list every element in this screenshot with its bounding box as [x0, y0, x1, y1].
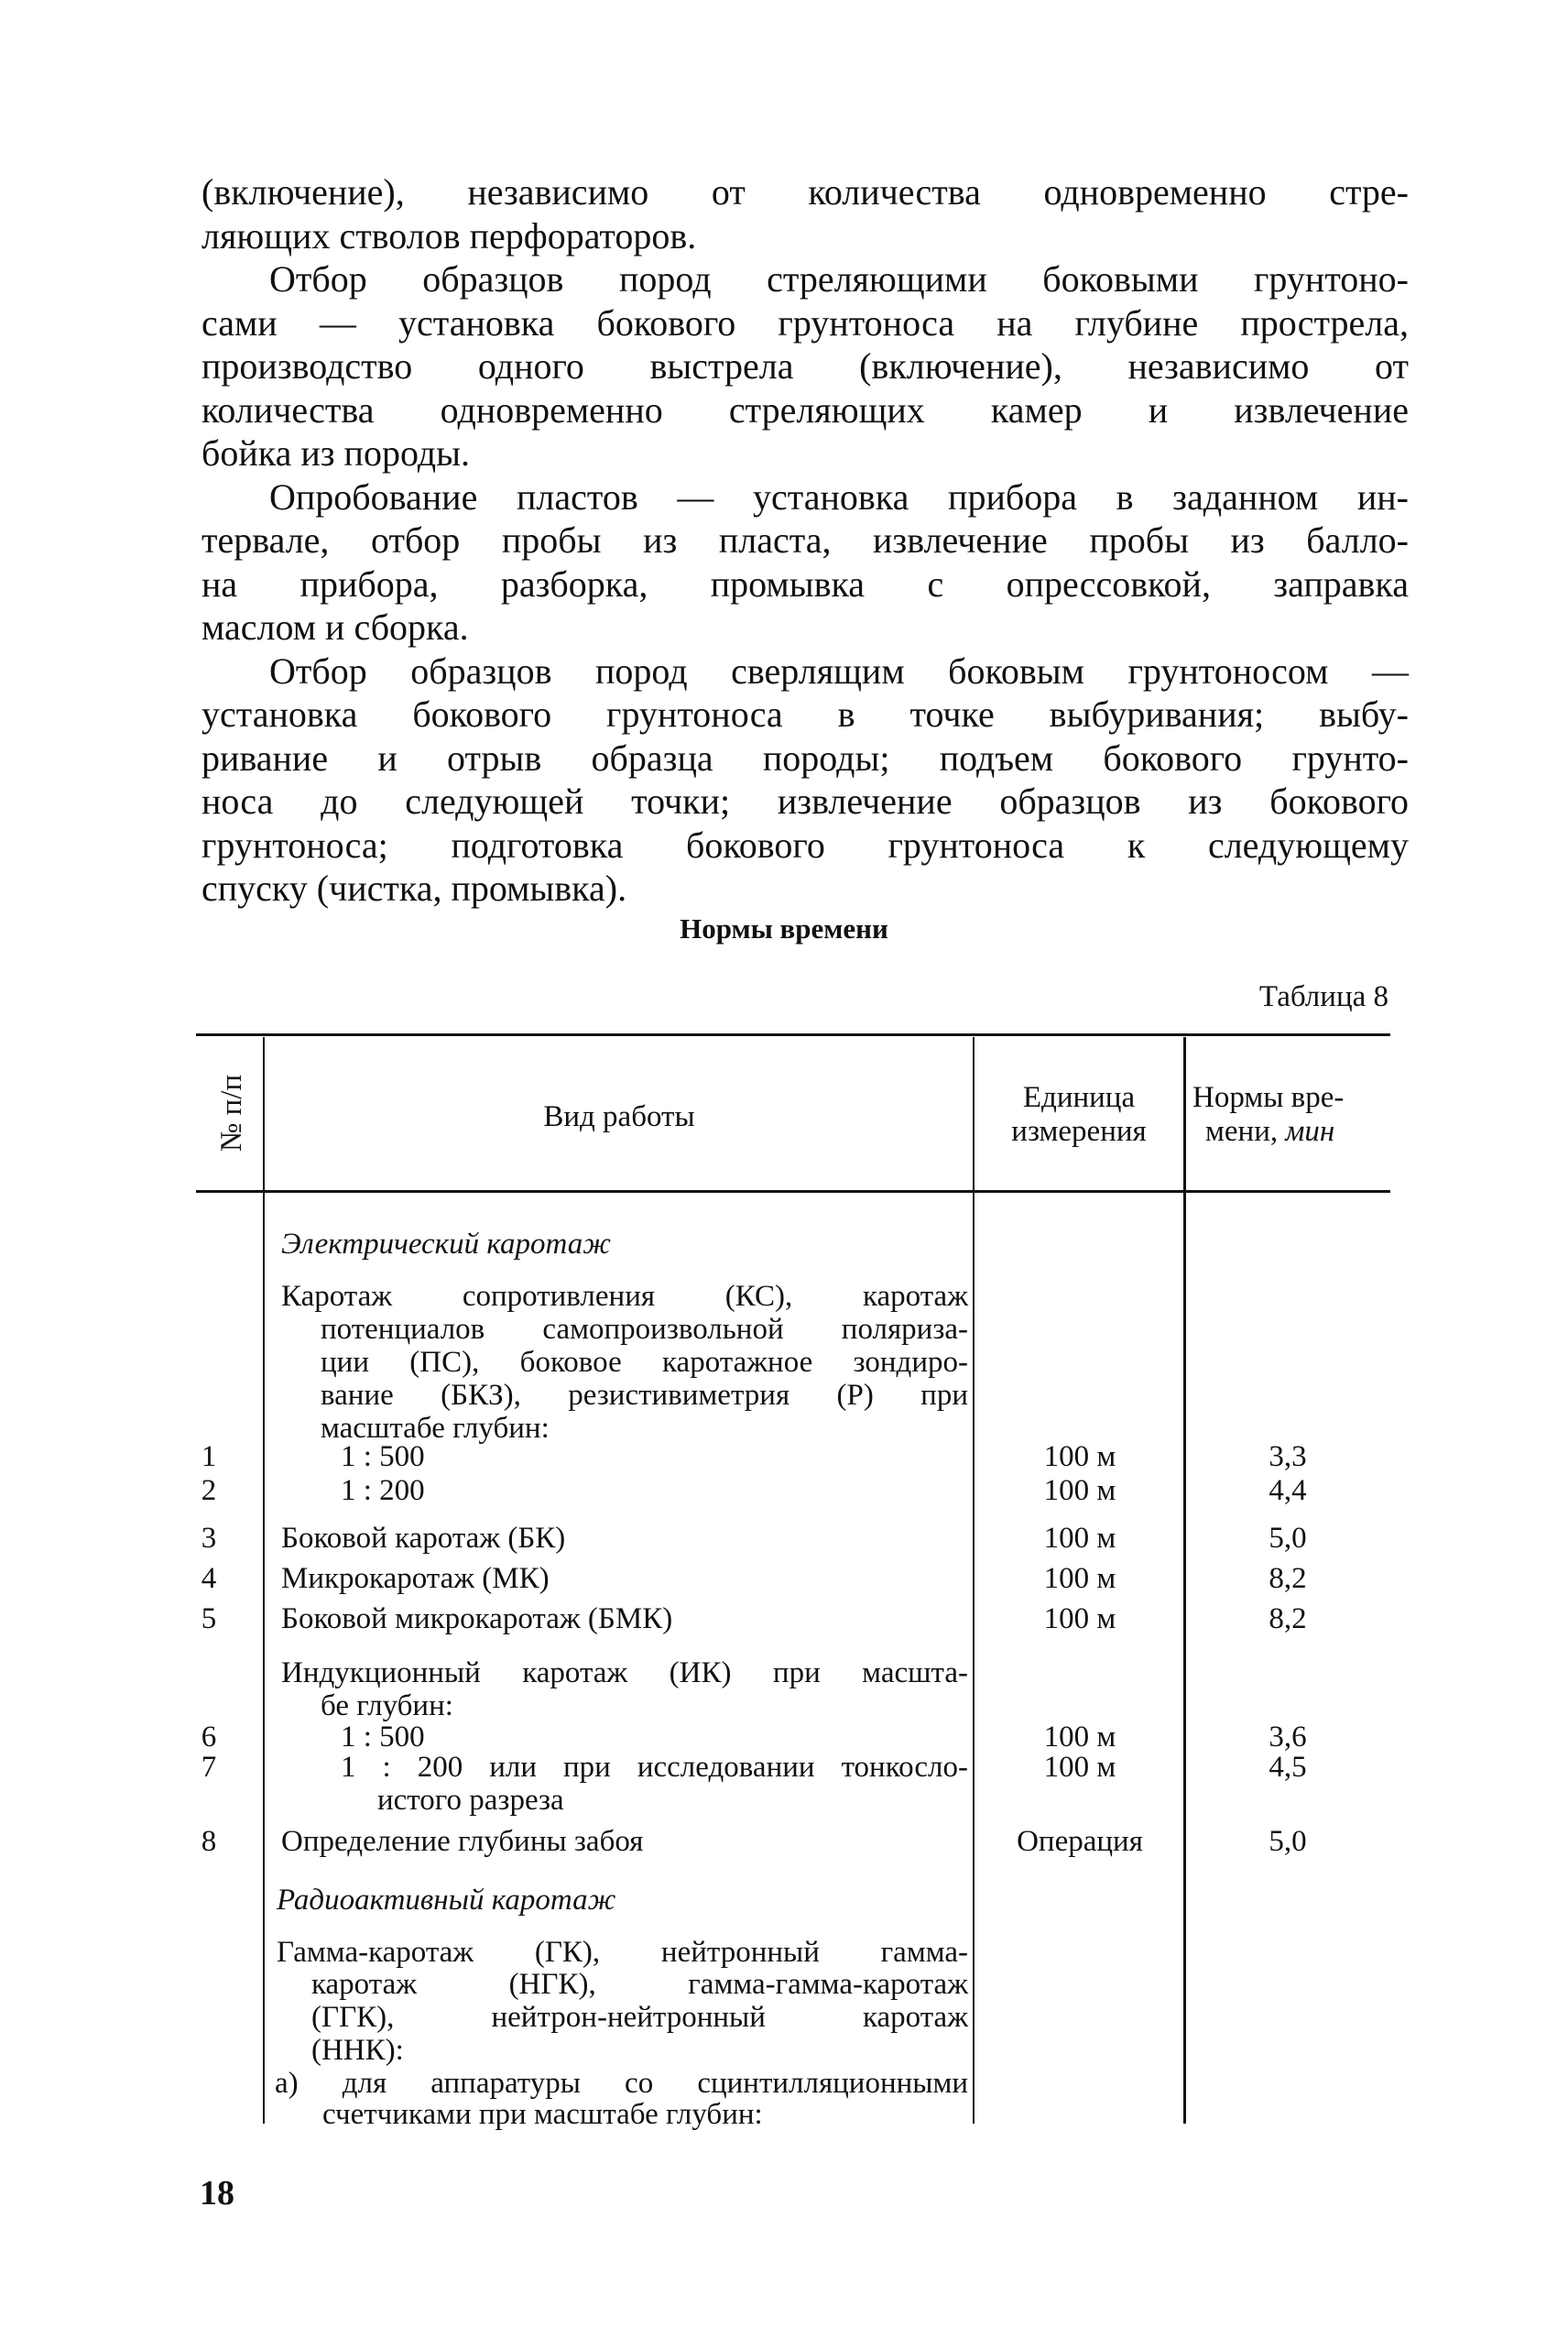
- text-line: бойка из породы.: [201, 432, 471, 474]
- text-line: Отбор образцов пород стреляющими боковыми грунтоно-: [269, 258, 1409, 300]
- row-norm: 4,4: [1269, 1474, 1307, 1507]
- row-work: Боковой каротаж (БК): [281, 1522, 566, 1555]
- column-divider: [1183, 1037, 1186, 2124]
- table-header-rule: [196, 1190, 1390, 1193]
- table-number: Таблица 8: [1258, 980, 1388, 1013]
- row-num: 3: [201, 1522, 217, 1555]
- work-text-line: масштабе глубин:: [321, 1412, 550, 1445]
- work-text-line: счетчиками при масштабе глубин:: [322, 2098, 763, 2131]
- text-line: установка бокового грунтоноса в точке выбуривания; выбу-: [201, 694, 1409, 735]
- row-norm: 3,3: [1269, 1440, 1307, 1473]
- text-line: количества одновременно стреляющих камер и извлечение: [201, 388, 1409, 431]
- row-num: 7: [201, 1751, 217, 1784]
- text-line: Опробование пластов — установка прибора в заданном ин-: [269, 475, 1409, 518]
- column-divider: [973, 1037, 975, 2124]
- row-unit: 100 м: [1043, 1721, 1116, 1753]
- header-unit-line1: Единица: [1022, 1081, 1136, 1114]
- text-line: тервале, отбор пробы из пласта, извлечение пробы из балло-: [201, 519, 1409, 561]
- table-top-rule: [196, 1033, 1390, 1036]
- row-unit: Операция: [1017, 1825, 1143, 1858]
- row-num: 6: [201, 1721, 217, 1753]
- header-norm-text: мени,: [1205, 1115, 1279, 1148]
- text-line: (включение), независимо от количества одновременно стре-: [201, 171, 1409, 213]
- row-unit: 100 м: [1043, 1440, 1116, 1473]
- row-unit: 100 м: [1043, 1522, 1116, 1555]
- work-text-line: (ННК):: [311, 2034, 404, 2067]
- body-text: [201, 170, 1409, 911]
- section-title: Радиоактивный каротаж: [277, 1884, 616, 1917]
- header-unit-line2: измерения: [1011, 1115, 1147, 1148]
- row-unit: 100 м: [1043, 1474, 1116, 1507]
- row-num: 8: [201, 1825, 217, 1858]
- row-work-continued: истого разреза: [377, 1784, 564, 1817]
- row-work: 1 : 200: [341, 1474, 425, 1507]
- row-work: 1 : 500: [341, 1440, 425, 1473]
- text-line: грунтоноса; подготовка бокового грунтоноса к следующему: [201, 824, 1409, 866]
- work-text-line: Индукционный каротаж (ИК) при масшта-: [281, 1656, 968, 1689]
- header-norm-line1: Нормы вре-: [1192, 1081, 1345, 1114]
- row-work: 1 : 200 или при исследовании тонкосло-: [341, 1751, 968, 1784]
- row-work: 1 : 500: [341, 1721, 425, 1753]
- column-divider: [263, 1037, 265, 2124]
- work-text-line: ции (ПС), боковое каротажное зондиро-: [321, 1346, 968, 1379]
- row-unit: 100 м: [1043, 1602, 1116, 1635]
- header-norm-line2: [1205, 1115, 1334, 1148]
- row-unit: 100 м: [1043, 1562, 1116, 1595]
- row-norm: 8,2: [1269, 1602, 1307, 1635]
- work-text-line: а) для аппаратуры со сцинтилляционными: [275, 2067, 968, 2100]
- row-work: Микрокаротаж (МК): [281, 1562, 550, 1595]
- row-norm: 3,6: [1269, 1721, 1307, 1753]
- header-work: Вид работы: [543, 1100, 695, 1133]
- text-line: производство одного выстрела (включение), независимо от: [201, 345, 1409, 387]
- row-norm: 5,0: [1269, 1522, 1307, 1555]
- section-title: Электрический каротаж: [281, 1228, 611, 1261]
- row-unit: 100 м: [1043, 1751, 1116, 1784]
- page-number: 18: [200, 2174, 234, 2212]
- text-line: спуску (чистка, промывка).: [201, 868, 627, 909]
- work-text-line: каротаж (НГК), гамма-гамма-каротаж: [311, 1968, 968, 2001]
- row-num: 2: [201, 1474, 217, 1507]
- text-line: Отбор образцов пород сверлящим боковым грунтоносом —: [269, 650, 1409, 692]
- text-line: на прибора, разборка, промывка с опрессовкой, заправка: [201, 563, 1409, 605]
- text-line: маслом и сборка.: [201, 606, 469, 648]
- row-norm: 4,5: [1269, 1751, 1307, 1784]
- work-text-line: (ГГК), нейтрон-нейтронный каротаж: [311, 2001, 968, 2034]
- text-line: ривание и отрыв образца породы; подъем бокового грунто-: [201, 737, 1409, 779]
- table-heading: Нормы времени: [680, 912, 888, 945]
- work-text-line: Гамма-каротаж (ГК), нейтронный гамма-: [277, 1936, 968, 1969]
- row-norm: 8,2: [1269, 1562, 1307, 1595]
- row-num: 5: [201, 1602, 217, 1635]
- row-num: 1: [201, 1440, 217, 1473]
- header-norm-unit: мин: [1285, 1115, 1335, 1148]
- work-text-line: Каротаж сопротивления (КС), каротаж: [281, 1280, 968, 1313]
- row-num: 4: [201, 1562, 217, 1595]
- work-text-line: вание (БКЗ), резистивиметрия (Р) при: [321, 1379, 968, 1412]
- row-work: Боковой микрокаротаж (БМК): [281, 1602, 673, 1635]
- row-work: Определение глубины забоя: [281, 1825, 644, 1858]
- work-text-line: потенциалов самопроизвольной поляриза-: [321, 1313, 968, 1346]
- header-num: № п/п: [215, 1074, 248, 1153]
- work-text-line: бе глубин:: [321, 1689, 453, 1722]
- text-line: ляющих стволов перфораторов.: [201, 214, 697, 257]
- text-line: носа до следующей точки; извлечение образцов из бокового: [201, 781, 1409, 822]
- row-norm: 5,0: [1269, 1825, 1307, 1858]
- text-line: сами — установка бокового грунтоноса на глубине прострела,: [201, 301, 1409, 344]
